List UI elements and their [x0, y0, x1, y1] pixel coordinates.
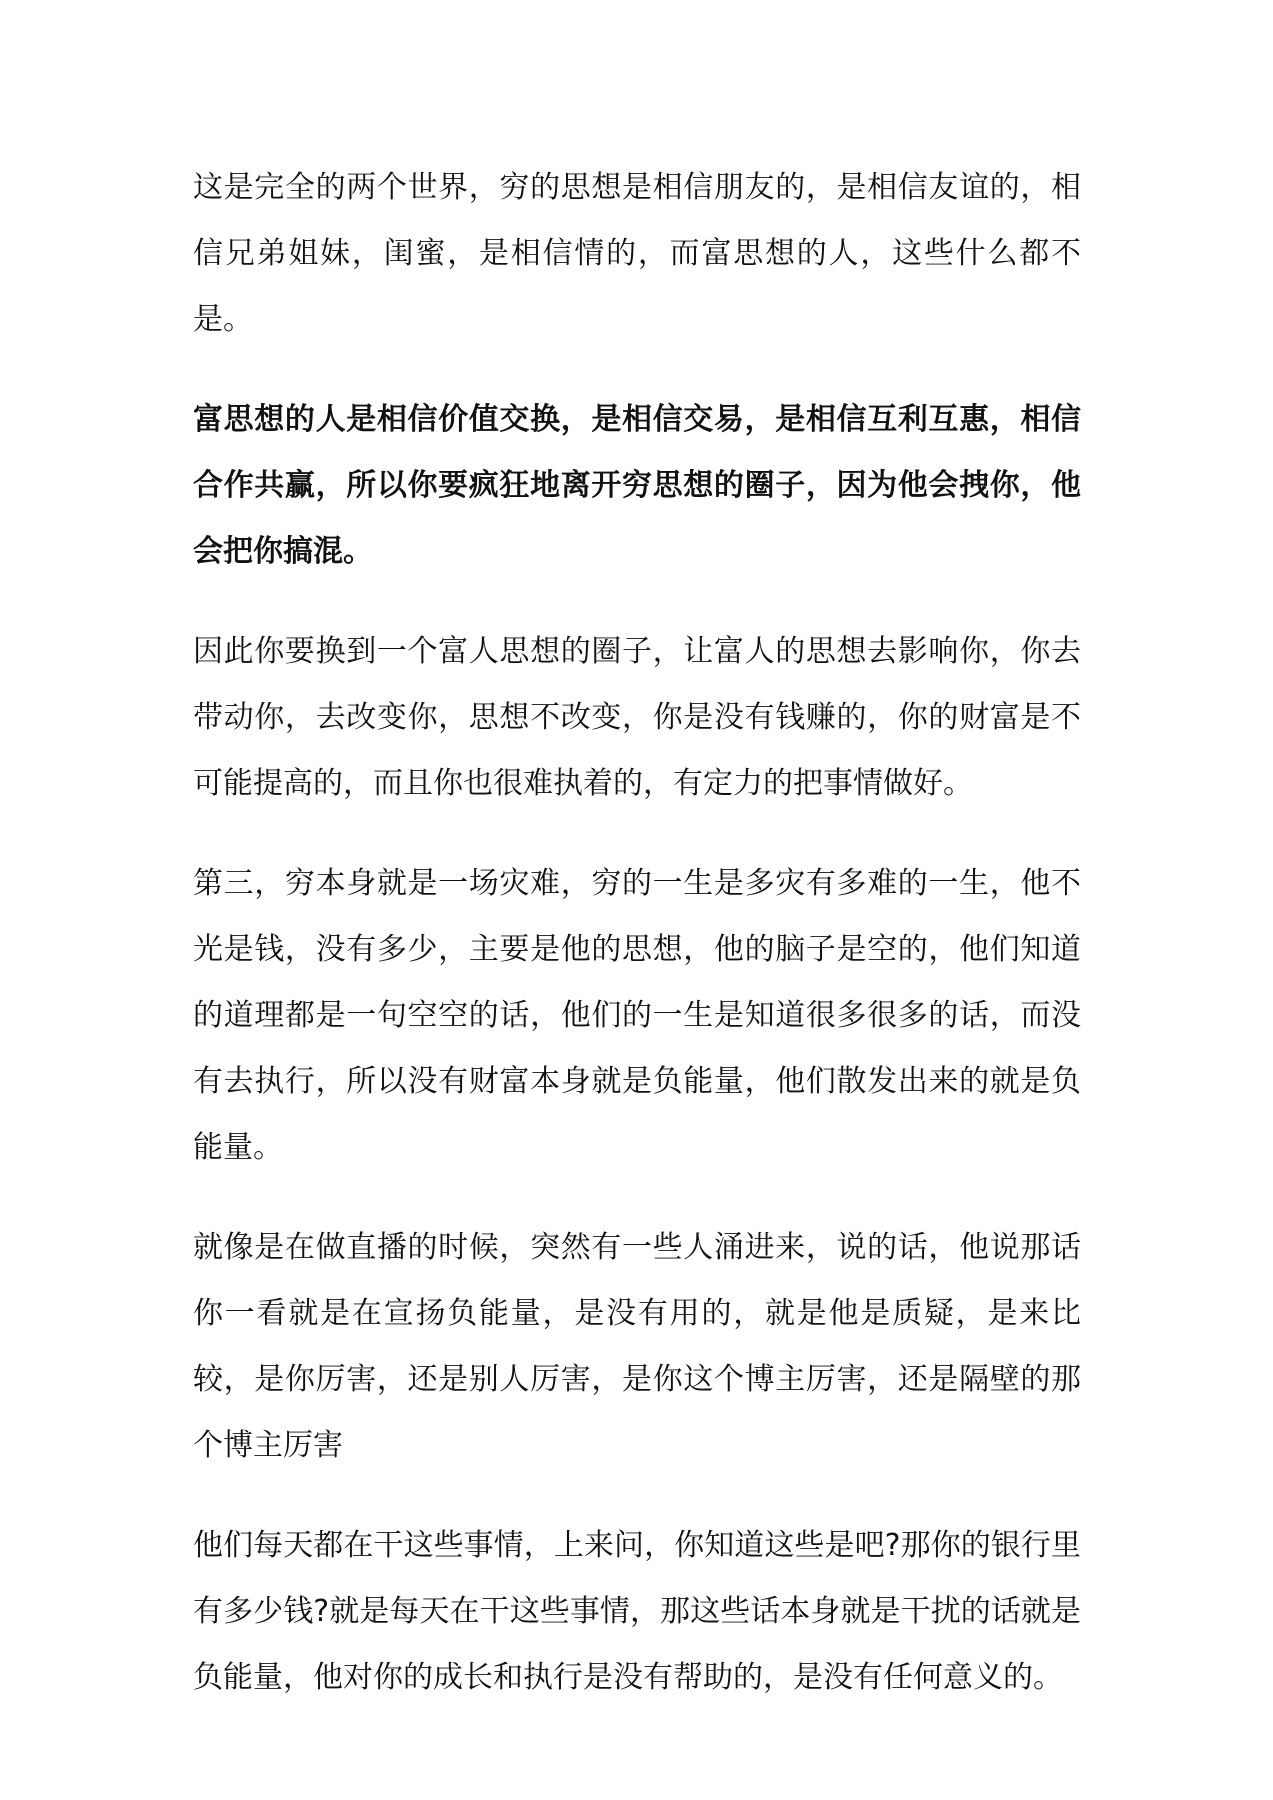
paragraph-3: 因此你要换到一个富人思想的圈子，让富人的思想去影响你，你去带动你，去改变你，思想不改变，你是没有钱赚的，你的财富是不可能提高的，而且你也很难执着的，有定力的把事情做好。	[193, 634, 1081, 801]
paragraph-2-bold: 富思想的人是相信价值交换，是相信交易，是相信互利互惠，相信合作共赢，所以你要疯狂地离开穷思想的圈子，因为他会拽你，他会把你搞混。	[193, 402, 1081, 569]
paragraph-1: 这是完全的两个世界，穷的思想是相信朋友的，是相信友谊的，相信兄弟姐妹，闺蜜，是相信情的，而富思想的人，这些什么都不是。	[193, 170, 1081, 337]
paragraph-6: 他们每天都在干这些事情，上来问，你知道这些是吧?那你的银行里有多少钱?就是每天在干这些事情，那这些话本身就是干扰的话就是负能量，他对你的成长和执行是没有帮助的，是没有任何意义的。	[193, 1528, 1081, 1695]
paragraph-5: 就像是在做直播的时候，突然有一些人涌进来，说的话，他说那话你一看就是在宣扬负能量，是没有用的，就是他是质疑，是来比较，是你厉害，还是别人厉害，是你这个博主厉害，还是隔壁的那个博主厉害	[193, 1230, 1081, 1463]
document-body	[193, 155, 1081, 1745]
paragraph-4: 第三，穷本身就是一场灾难，穷的一生是多灾有多难的一生，他不光是钱，没有多少，主要是他的思想，他的脑子是空的，他们知道的道理都是一句空空的话，他们的一生是知道很多很多的话，而没有去执行，所以没有财富本身就是负能量，他们散发出来的就是负能量。	[193, 866, 1081, 1165]
